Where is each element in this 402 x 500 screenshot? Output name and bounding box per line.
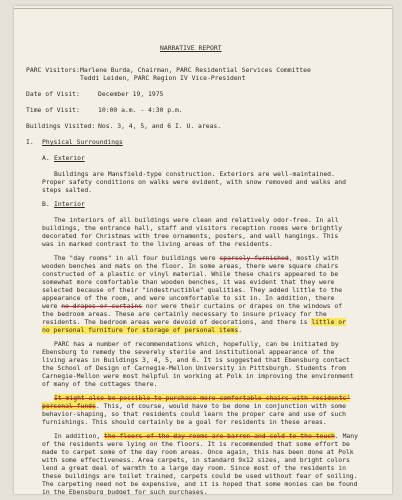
p2-text: residents. The bedroom areas were devoid of decorations, and there is xyxy=(42,318,312,326)
p2-strike-no-drapes: no drapes or curtains xyxy=(61,302,143,310)
interior-letter: B. xyxy=(42,200,50,208)
interior-p2-line: constructed of a plastic or vinyl material. While these chairs appeared to be xyxy=(42,270,339,278)
buildings-label: Buildings Visited: xyxy=(26,122,96,130)
interior-p2-line xyxy=(42,302,342,310)
p2-text: , mostly with xyxy=(288,254,339,262)
p2-strike-sparsely-furnished: sparsely furnished xyxy=(219,254,289,262)
p2-text: nor were their curtains or drapes on the windows of xyxy=(142,302,343,310)
interior-p4-line xyxy=(54,394,350,402)
interior-p2-line xyxy=(54,254,339,262)
interior-p5-line: in the Ebensburg budget for such purchases. xyxy=(42,488,208,494)
interior-p2-line xyxy=(42,318,346,326)
exterior-line: Proper safety conditions on walks were evident, with snow removed and walks and xyxy=(42,178,346,186)
visitors-line-1: Marlene Burda, Chairman, PARC Residential Services Committee xyxy=(80,66,311,74)
visitors-label: PARC Visitors: xyxy=(26,66,80,74)
interior-p5-line: The carpeting need not be expensive, and it is hoped that some monies can be found xyxy=(42,480,358,488)
exterior-line: Buildings are Mansfield-type construction. Exteriors are well-maintained. xyxy=(54,170,335,178)
date-value: December 19, 1975 xyxy=(98,90,164,98)
p2-text: were xyxy=(42,302,62,310)
interior-p2-line: somewhat more comfortable than wooden benches, it was evident that they were xyxy=(42,278,335,286)
p5-text: . Many xyxy=(334,432,358,440)
p2-highlight-personal-furniture: no personal furniture for storage of personal items xyxy=(42,326,239,334)
interior-p5-line xyxy=(54,432,358,440)
interior-p3-line: of many of the cottages there. xyxy=(42,380,158,388)
p5-highlight-floors-barren: the floors of the day rooms are barren and cold to the touch xyxy=(104,432,335,440)
buildings-value: Nos. 3, 4, 5, and 6 I. U. areas. xyxy=(98,122,222,130)
interior-p3-line: Carnegie-Mellon were most helpful in working at Polk in improving the environment xyxy=(42,372,354,380)
exterior-line: steps salted. xyxy=(42,186,93,194)
document-page xyxy=(14,6,392,494)
interior-p3-line: the School of Design of Carnegie-Mellon University in Pittsburgh. Students from xyxy=(42,364,346,372)
exterior-letter: A. xyxy=(42,154,50,162)
interior-p1-line: was in marked contrast to the living areas of the residents. xyxy=(42,240,273,248)
interior-p3-line: Ebensburg to remedy the severely sterile and institutional appearance of the xyxy=(42,348,335,356)
interior-p5-line: with some effectiveness. Area carpets, in standard 9x12 sizes, and bright colors xyxy=(42,456,350,464)
interior-heading: Interior xyxy=(54,200,85,208)
p2-highlight-little-or: little or xyxy=(311,318,346,326)
p2-text: The "day rooms" in all four buildings were xyxy=(54,254,220,262)
interior-p5-line: of the residents were lying on the floors. It is recommended that some effort be xyxy=(42,440,350,448)
interior-p2-line: appearance of the room, and were uncomfortable to sit in. In addition, there xyxy=(42,294,335,302)
interior-p4-line xyxy=(42,402,346,410)
interior-p2-line: selected because of their "indestructible" qualities. They added little to the xyxy=(42,286,343,294)
date-label: Date of Visit: xyxy=(26,90,80,98)
time-value: 10:00 a.m. - 4:30 p.m. xyxy=(98,106,183,114)
interior-p5-line: lend a great deal of warmth to a large day room. Since most of the residents in xyxy=(42,464,346,472)
interior-p4-line: behavior-shaping, so that residents could learn the proper care and use of such xyxy=(42,410,346,418)
interior-p1-line: buildings, the entrance hall, staff and visitors reception rooms were brightly xyxy=(42,224,343,232)
interior-p5-line: made to carpet some of the day room areas. Once again, this has been done at Polk xyxy=(42,448,354,456)
section-number: I. xyxy=(26,138,34,146)
interior-p4-line: furnishings. This should certainly be a goal for residents in these areas. xyxy=(42,418,327,426)
section-heading: Physical Surroundings xyxy=(42,138,123,146)
p4-text: . This, of course, would have to be done in conjunction with some xyxy=(95,402,346,410)
interior-p2-line: wooden benches and mats on the floor. In some areas, there were square chairs xyxy=(42,262,339,270)
time-label: Time of Visit: xyxy=(26,106,80,114)
interior-p5-line: these buildings are toilet trained, carpets could be used without fear of soiling. xyxy=(42,472,358,480)
p2-text: . xyxy=(238,326,243,334)
p4-highlight-personal-funds: personal funds xyxy=(42,402,96,410)
interior-p3-line: living areas in Buildings 3, 4, 5, and 6. It is suggested that Ebensburg contact xyxy=(42,356,350,364)
top-rule xyxy=(14,8,392,9)
interior-p1-line: The interiors of all buildings were clean and relatively odor-free. In all xyxy=(54,216,339,224)
interior-p2-line: the bedroom areas. These are certainly necessary to insure privacy for the xyxy=(42,310,327,318)
interior-p1-line: decorated for Christmas with tree ornaments, posters, and wall hangings. This xyxy=(42,232,339,240)
report-title: NARRATIVE REPORT xyxy=(160,44,222,52)
interior-p3-line: PARC has a number of recommendations which, hopefully, can be initiated by xyxy=(54,340,339,348)
p5-text: In addition, xyxy=(54,432,105,440)
p4-highlight-purchase-chairs: It might also be possible to purchase more comfortable chairs with residents' xyxy=(54,394,351,402)
visitors-line-2: Teddi Leiden, PARC Region IV Vice-President xyxy=(80,74,246,82)
exterior-heading: Exterior xyxy=(54,154,85,162)
interior-p2-line xyxy=(42,326,242,334)
